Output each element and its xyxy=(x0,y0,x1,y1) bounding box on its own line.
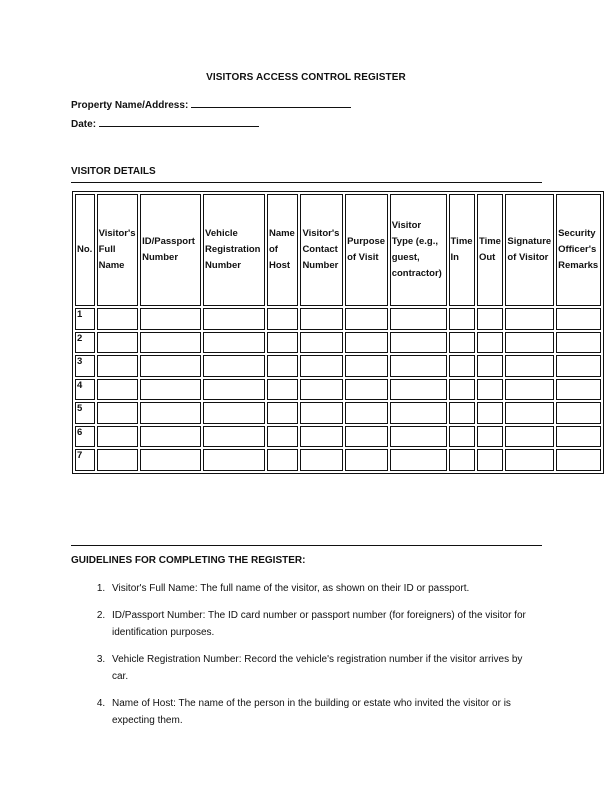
table-cell[interactable] xyxy=(140,402,201,424)
date-field: Date: xyxy=(71,117,259,130)
table-cell[interactable] xyxy=(505,449,554,471)
table-cell[interactable] xyxy=(477,402,503,424)
guideline-item: 2. ID/Passport Number: The ID card number or passport number (for foreigners) of the visitor for identification purposes. xyxy=(108,607,541,641)
table-cell[interactable] xyxy=(345,402,388,424)
table-cell[interactable] xyxy=(556,426,601,448)
table-cell[interactable] xyxy=(505,332,554,354)
header-vehicle-reg: Vehicle Registration Number xyxy=(203,194,265,306)
property-blank[interactable] xyxy=(191,98,351,108)
guideline-item: 4. Name of Host: The name of the person in the building or estate who invited the visitor or is expecting them. xyxy=(108,695,541,729)
section-divider xyxy=(71,182,542,183)
header-host: Name of Host xyxy=(267,194,298,306)
table-cell[interactable] xyxy=(267,308,298,330)
table-cell[interactable] xyxy=(345,449,388,471)
table-cell[interactable] xyxy=(390,355,447,377)
table-cell[interactable] xyxy=(203,332,265,354)
table-cell[interactable] xyxy=(300,355,343,377)
table-cell[interactable] xyxy=(97,449,139,471)
row-number: 1 xyxy=(75,308,95,330)
table-cell[interactable] xyxy=(556,379,601,401)
table-cell[interactable] xyxy=(300,332,343,354)
row-number: 3 xyxy=(75,355,95,377)
table-cell[interactable] xyxy=(556,355,601,377)
table-cell[interactable] xyxy=(449,355,475,377)
table-cell[interactable] xyxy=(140,332,201,354)
table-cell[interactable] xyxy=(477,426,503,448)
table-cell[interactable] xyxy=(477,308,503,330)
table-cell[interactable] xyxy=(345,332,388,354)
header-full-name: Visitor's Full Name xyxy=(97,194,139,306)
table-cell[interactable] xyxy=(505,379,554,401)
table-cell[interactable] xyxy=(390,379,447,401)
header-time-in: Time In xyxy=(449,194,475,306)
guideline-item: 1. Visitor's Full Name: The full name of the visitor, as shown on their ID or passport. xyxy=(108,580,541,597)
table-cell[interactable] xyxy=(556,308,601,330)
table-cell[interactable] xyxy=(505,426,554,448)
table-cell[interactable] xyxy=(267,332,298,354)
table-cell[interactable] xyxy=(449,332,475,354)
header-signature: Signature of Visitor xyxy=(505,194,554,306)
table-cell[interactable] xyxy=(203,449,265,471)
table-row xyxy=(75,379,601,401)
table-cell[interactable] xyxy=(556,449,601,471)
header-id-passport: ID/Passport Number xyxy=(140,194,201,306)
row-number: 2 xyxy=(75,332,95,354)
table-cell[interactable] xyxy=(345,355,388,377)
date-blank[interactable] xyxy=(99,117,259,127)
table-row xyxy=(75,426,601,448)
table-cell[interactable] xyxy=(267,355,298,377)
table-cell[interactable] xyxy=(390,308,447,330)
table-cell[interactable] xyxy=(390,449,447,471)
table-cell[interactable] xyxy=(267,449,298,471)
table-row xyxy=(75,308,601,330)
document-title: VISITORS ACCESS CONTROL REGISTER xyxy=(206,72,406,83)
table-cell[interactable] xyxy=(390,426,447,448)
table-cell[interactable] xyxy=(97,426,139,448)
table-cell[interactable] xyxy=(556,332,601,354)
guidelines-title: GUIDELINES FOR COMPLETING THE REGISTER: xyxy=(71,555,306,566)
guidelines-divider xyxy=(71,545,542,546)
table-cell[interactable] xyxy=(97,308,139,330)
table-cell[interactable] xyxy=(97,332,139,354)
table-cell[interactable] xyxy=(203,379,265,401)
table-cell[interactable] xyxy=(203,355,265,377)
table-cell[interactable] xyxy=(267,402,298,424)
table-cell[interactable] xyxy=(300,379,343,401)
header-remarks: Security Officer's Remarks xyxy=(556,194,601,306)
section-title: VISITOR DETAILS xyxy=(71,166,156,177)
table-cell[interactable] xyxy=(449,379,475,401)
table-cell[interactable] xyxy=(300,426,343,448)
visitor-register-table xyxy=(72,191,604,474)
table-cell[interactable] xyxy=(203,308,265,330)
table-cell[interactable] xyxy=(390,332,447,354)
table-cell[interactable] xyxy=(345,379,388,401)
table-cell[interactable] xyxy=(449,426,475,448)
table-cell[interactable] xyxy=(97,379,139,401)
table-cell[interactable] xyxy=(140,308,201,330)
table-cell[interactable] xyxy=(267,426,298,448)
table-row xyxy=(75,402,601,424)
table-cell[interactable] xyxy=(505,402,554,424)
row-number: 7 xyxy=(75,449,95,471)
table-cell[interactable] xyxy=(477,355,503,377)
table-cell[interactable] xyxy=(140,449,201,471)
table-cell[interactable] xyxy=(300,449,343,471)
table-cell[interactable] xyxy=(449,308,475,330)
header-purpose: Purpose of Visit xyxy=(345,194,388,306)
table-cell[interactable] xyxy=(449,402,475,424)
table-cell[interactable] xyxy=(140,379,201,401)
table-cell[interactable] xyxy=(345,308,388,330)
table-cell[interactable] xyxy=(345,426,388,448)
table-row xyxy=(75,449,601,471)
table-cell[interactable] xyxy=(477,379,503,401)
table-cell[interactable] xyxy=(203,426,265,448)
table-row xyxy=(75,332,601,354)
header-visitor-type: Visitor Type (e.g., guest, contractor) xyxy=(390,194,447,306)
header-no: No. xyxy=(75,194,95,306)
guidelines-section xyxy=(71,555,541,739)
table-cell[interactable] xyxy=(203,402,265,424)
table-cell[interactable] xyxy=(477,332,503,354)
table-cell[interactable] xyxy=(477,449,503,471)
property-field: Property Name/Address: xyxy=(71,98,351,111)
guideline-item: 3. Vehicle Registration Number: Record the vehicle's registration number if the visitor arrives by car. xyxy=(108,651,541,685)
table-cell[interactable] xyxy=(97,355,139,377)
table-cell[interactable] xyxy=(390,402,447,424)
header-time-out: Time Out xyxy=(477,194,503,306)
table-cell[interactable] xyxy=(505,308,554,330)
row-number: 6 xyxy=(75,426,95,448)
table-cell[interactable] xyxy=(300,308,343,330)
table-cell[interactable] xyxy=(505,355,554,377)
table-cell[interactable] xyxy=(140,355,201,377)
row-number: 4 xyxy=(75,379,95,401)
table-cell[interactable] xyxy=(97,402,139,424)
table-cell[interactable] xyxy=(267,379,298,401)
header-contact: Visitor's Contact Number xyxy=(300,194,343,306)
guidelines-list xyxy=(71,580,541,729)
table-row xyxy=(75,355,601,377)
table-cell[interactable] xyxy=(140,426,201,448)
row-number: 5 xyxy=(75,402,95,424)
table-header-row xyxy=(75,194,601,306)
table-cell[interactable] xyxy=(300,402,343,424)
date-label: Date xyxy=(71,119,93,130)
table-cell[interactable] xyxy=(556,402,601,424)
table-cell[interactable] xyxy=(449,449,475,471)
property-label: Property Name/Address xyxy=(71,100,185,111)
